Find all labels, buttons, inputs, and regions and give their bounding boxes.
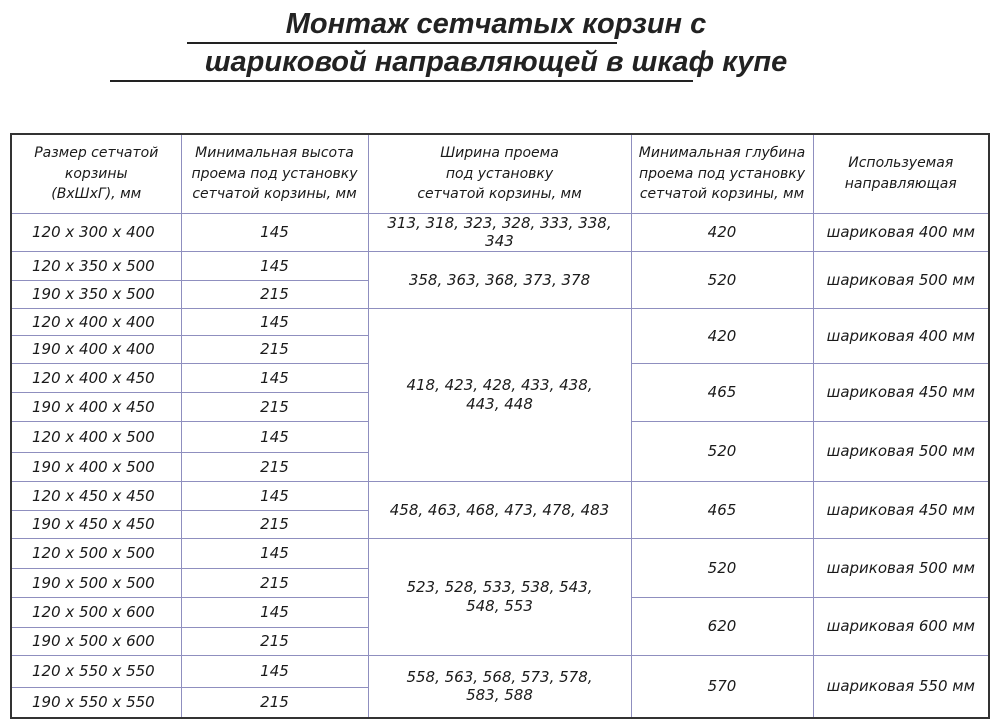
cell-min-height: 145 [181, 213, 368, 252]
cell-rail: шариковая 400 мм [813, 309, 989, 364]
page-title-line-1: Монтаж сетчатых корзин с [285, 8, 707, 40]
header-min-height: Минимальная высота проема под установку сетчатой корзины, мм [181, 134, 368, 213]
cell-min-height: 215 [181, 336, 368, 364]
cell-opening-width: 358, 363, 368, 373, 378 [368, 252, 631, 309]
header-rail: Используемая направляющая [813, 134, 989, 213]
cell-min-height: 145 [181, 364, 368, 393]
cell-min-depth: 420 [631, 213, 813, 252]
cell-opening-width: 523, 528, 533, 538, 543, 548, 553 [368, 539, 631, 656]
cell-size: 120 х 400 х 500 [11, 422, 181, 453]
header-min-depth: Минимальная глубина проема под установку сетчатой корзины, мм [631, 134, 813, 213]
table-row [11, 656, 989, 688]
cell-size: 190 х 400 х 400 [11, 336, 181, 364]
cell-rail: шариковая 600 мм [813, 598, 989, 656]
cell-rail: шариковая 550 мм [813, 656, 989, 718]
cell-min-height: 215 [181, 511, 368, 539]
cell-size: 190 х 350 х 500 [11, 281, 181, 309]
cell-min-height: 215 [181, 688, 368, 718]
cell-min-height: 145 [181, 422, 368, 453]
cell-min-depth: 520 [631, 422, 813, 482]
cell-rail: шариковая 500 мм [813, 252, 989, 309]
title-underline-2 [110, 80, 693, 82]
cell-min-depth: 520 [631, 252, 813, 309]
cell-opening-width: 558, 563, 568, 573, 578, 583, 588 [368, 656, 631, 718]
cell-size: 120 х 500 х 600 [11, 598, 181, 628]
cell-opening-width: 313, 318, 323, 328, 333, 338, 343 [368, 213, 631, 252]
cell-min-depth: 620 [631, 598, 813, 656]
cell-min-height: 145 [181, 656, 368, 688]
cell-rail: шариковая 400 мм [813, 213, 989, 252]
cell-min-height: 215 [181, 281, 368, 309]
cell-size: 190 х 400 х 450 [11, 393, 181, 422]
cell-min-height: 215 [181, 569, 368, 598]
cell-size: 120 х 400 х 400 [11, 309, 181, 336]
cell-min-depth: 465 [631, 482, 813, 539]
cell-opening-width: 458, 463, 468, 473, 478, 483 [368, 482, 631, 539]
cell-min-height: 215 [181, 628, 368, 656]
cell-size: 190 х 400 х 500 [11, 453, 181, 482]
table-row [11, 213, 989, 252]
cell-min-depth: 465 [631, 364, 813, 422]
cell-size: 120 х 550 х 550 [11, 656, 181, 688]
header-opening-width: Ширина проема под установку сетчатой корзины, мм [368, 134, 631, 213]
cell-rail: шариковая 500 мм [813, 422, 989, 482]
cell-size: 120 х 400 х 450 [11, 364, 181, 393]
cell-min-depth: 520 [631, 539, 813, 598]
table-row [11, 539, 989, 569]
cell-size: 190 х 500 х 500 [11, 569, 181, 598]
header-size: Размер сетчатой корзины (ВхШхГ), мм [11, 134, 181, 213]
cell-rail: шариковая 450 мм [813, 482, 989, 539]
cell-size: 190 х 550 х 550 [11, 688, 181, 718]
cell-min-depth: 570 [631, 656, 813, 718]
cell-min-height: 215 [181, 393, 368, 422]
cell-min-height: 145 [181, 539, 368, 569]
cell-min-height: 215 [181, 453, 368, 482]
title-underline-1 [187, 42, 617, 44]
cell-size: 190 х 450 х 450 [11, 511, 181, 539]
cell-min-height: 145 [181, 309, 368, 336]
page-title-line-2: шариковой направляющей в шкаф купе [204, 46, 788, 78]
table-row [11, 252, 989, 281]
cell-min-height: 145 [181, 252, 368, 281]
cell-size: 120 х 450 х 450 [11, 482, 181, 511]
cell-rail: шариковая 500 мм [813, 539, 989, 598]
cell-size: 120 х 350 х 500 [11, 252, 181, 281]
table-row [11, 309, 989, 336]
cell-min-height: 145 [181, 482, 368, 511]
cell-size: 120 х 500 х 500 [11, 539, 181, 569]
cell-size: 120 х 300 х 400 [11, 213, 181, 252]
cell-opening-width: 418, 423, 428, 433, 438, 443, 448 [368, 309, 631, 482]
table-row [11, 482, 989, 511]
basket-installation-table [10, 133, 990, 719]
cell-min-height: 145 [181, 598, 368, 628]
cell-size: 190 х 500 х 600 [11, 628, 181, 656]
cell-rail: шариковая 450 мм [813, 364, 989, 422]
table-header-row [11, 134, 989, 213]
cell-min-depth: 420 [631, 309, 813, 364]
